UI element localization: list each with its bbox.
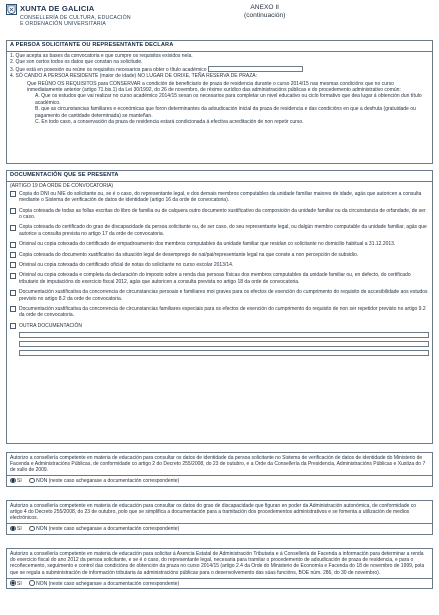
doc-checkbox-6[interactable]: [10, 262, 16, 268]
authorization-text: Autorizo a consellería competente en materia de educación para consultar os datos de identidade da persoa solicitante no Sistema de verificación de datos de identidade do Ministerio de Facenda e Administracións Públicas, de conformidade co artigo 2 do Decreto 255/2008, do 23 de outubro, e a Orde da Consellería da Presidencia, Administracións Públicas e Xustiza do 7 de xullo de 2009.: [7, 453, 432, 476]
doc-item-label: Copia cotexada do certificado do grao de discapacidade da persoa solicitante ou, de ser caso, do seu representante legal, ou dalgún membro computable da unidade familiar, agás que autorice a consulta prevista no artigo 17 da orde de convocatoria.: [19, 224, 427, 237]
other-documentation-input-3[interactable]: [19, 350, 429, 356]
authorization-yes-radio[interactable]: [10, 580, 16, 586]
doc-item-label: Documentación xustificativa da concorrencia de circunstancias familiares especiais para os efectos de exención do cumprimento do requisito de non ser repetidor previsto no artigo 9.2 da orde de convocatoria.: [19, 306, 426, 319]
authorization-options: [7, 524, 432, 534]
doc-checkbox-1[interactable]: [10, 191, 16, 197]
doc-item-label: Copia do DNI ou NIE do solicitante ou, se é o caso, do representante legal, e dos demais membros computables da unidade familiar maiores de idade, agás que autoricen a consulta mediante o Sistema de verificación de datos de identidade (artigo 16 da orde de convocatoria).: [19, 190, 422, 204]
authorization-options: [7, 579, 432, 589]
doc-checkbox-7[interactable]: [10, 273, 16, 279]
authorization-yes-label: SI: [16, 526, 22, 533]
authorization-no-radio[interactable]: [29, 526, 35, 532]
authorization-yes-label: SI: [16, 580, 22, 587]
page-header: [6, 4, 433, 34]
documentation-subtitle: (ARTIGO 19 DA ORDE DE CONVOCATORIA): [10, 183, 114, 190]
xunta-logo-icon: [6, 4, 17, 15]
doc-checkbox-5[interactable]: [10, 252, 16, 258]
doc-item: [7, 306, 432, 319]
doc-item: [7, 208, 432, 221]
doc-checkbox-8[interactable]: [10, 290, 16, 296]
authorization-yes-radio[interactable]: [10, 478, 16, 484]
brand-name: XUNTA DE GALICIA: [20, 4, 95, 13]
declaration-item-3: 3. Que está en posesión ou reúne os requisitos necesarios para obter o título académico: [10, 66, 429, 73]
doc-checkbox-2[interactable]: [10, 208, 16, 214]
authorization-no-radio[interactable]: [29, 580, 35, 586]
doc-item: [7, 241, 432, 247]
authorization-identity: [6, 452, 433, 487]
declaration-intro-paragraph: Que REÚNO OS REQUISITOS para CONSERVAR a condición de beneficiario de praza de residencia durante o curso 2014/15 nas mesmas condicións que no curso inmediatamente anterior (artigo 71.bis.1) da Lei 30/1992, do 26 de novembro, de réxime xurídico das administracións públicas e do procedemento administrativo común:: [27, 80, 401, 93]
doc-item: [7, 224, 432, 237]
academic-title-input[interactable]: [208, 66, 303, 72]
doc-item-label: Orixinal ou copia cotexada do certificado de empadroamento dos membros computables da unidade familiar que residan co solicitante no domicilio habitual a 31.12.2013.: [19, 241, 396, 248]
doc-checkbox-9[interactable]: [10, 306, 16, 312]
doc-item-label: Copia cotexada de todas as follas escritas do libro de familia ou de calquera outro documento xustificativo da composición da unidade familiar ou da circunstancia de orfandade, de ser o caso.: [19, 207, 426, 221]
annex-title: ANEXO II (continuación): [244, 4, 286, 20]
declaration-item-2: 2. Que son certos todos os datos que constan na solicitude.: [10, 59, 143, 66]
doc-item: [7, 323, 432, 329]
declaration-point-c: C. En todo caso, a conservación da praza de residencia estará condicionada á efectiva acreditación de non repetir curso.: [35, 118, 304, 125]
doc-item-label: Orixinal ou copia cotexada e completa da declaración do imposto sobre a renda das persoas físicas dos membros computables da unidade familiar ou, en defecto, do certificado tributario de imputacións do exercicio fiscal 2012, agás que autoricen a consulta prevista no artigo 18 da orde de convocatoria.: [19, 272, 411, 285]
declaration-title: A PERSOA SOLICITANTE OU REPRESENTANTE DECLARA: [7, 41, 432, 52]
other-documentation-input-2[interactable]: [19, 341, 429, 347]
declaration-section: [6, 40, 433, 164]
declaration-point-a: A. Que os estudos que vai realizar no curso académico 2014/15 sexan os necesarios para completar un nivel educativo ou ciclo formativo que dea lugar á obtención dun título académico.: [35, 93, 422, 106]
doc-checkbox-4[interactable]: [10, 242, 16, 248]
authorization-text: Autorizo a consellería competente en materia de educación para solicitar á Axencia Estatal de Administración Tributaria e á Consellería de Facenda a información para determinar a renda do exercicio fiscal do ano 2012 da persoa solicitante, e se é o caso, do representante legal, necesaria para tramitar o procedemento de adxudicación de praza de residencia, e para o recoñecemento, seguimento e control das condicións de obtención da praza no curso 2014/15 (artigo 2.4 da Orde do Ministerio de Economía e Facenda do 18 de novembro de 1999, pola que se regula a subministración de información tributaria ás administracións públicas para o desenvolvemento das súas funcións, BOE núm. 286, do 30 de novembro).: [7, 549, 432, 579]
authorization-no-radio[interactable]: [29, 478, 35, 484]
authorization-disability: [6, 500, 433, 535]
doc-item-label: Copia cotexada do documento xustificativo da situación legal de desemprego de nai/pai/representante legal na que conste a non percepción de subsidio.: [19, 251, 359, 258]
documentation-title: DOCUMENTACIÓN QUE SE PRESENTA: [7, 171, 432, 182]
authorization-yes-label: SI: [16, 478, 22, 485]
authorization-no-label: NON (neste caso achegarase a documentación correspondente): [36, 580, 180, 587]
authorization-no-label: NON (neste caso achegarase a documentación correspondente): [36, 478, 180, 485]
department-name: CONSELLERÍA DE CULTURA, EDUCACIÓN E ORDENACIÓN UNIVERSITARIA: [20, 15, 131, 28]
doc-checkbox-10[interactable]: [10, 323, 16, 329]
authorization-tax: [6, 548, 433, 589]
authorization-yes-radio[interactable]: [10, 526, 16, 532]
doc-item-label: Documentación xustificativa da concorrencia de circunstancias persoais e familiares moi graves para os efectos de exención do cumprimento do requisito de accesibilidade aos estudos previsto no artigo 8.2 da orde de convocatoria.: [19, 289, 428, 302]
doc-checkbox-3[interactable]: [10, 225, 16, 231]
doc-item-label: OUTRA DOCUMENTACIÓN: [19, 322, 82, 329]
doc-item: [7, 272, 432, 285]
authorization-text: Autorizo a consellería competente en materia de educación para consultar os datos do grao de discapacidade que figuran en poder da Administración autonómica, de conformidade co artigo 4 do Decreto 255/2008, do 23 de outubro, polo que se simplifica a documentación para a tramitación dos procedementos administrativos e se fomenta a utilización de medios electrónicos.: [7, 501, 432, 524]
doc-item-label: Orixinal ou copia cotexada do certificado oficial de notas do solicitante no curso escolar 2013/14.: [19, 262, 234, 269]
declaration-point-b: B. que as circunstancias familiares e económicas que foron determinantes da adxudicación inicial da praza de residencia e das condicións en que a desfruta (gratuidade ou pagamento de cantidade determinada) se manteñan.: [35, 106, 416, 119]
doc-item: [7, 289, 432, 302]
other-documentation-input-1[interactable]: [19, 332, 429, 338]
doc-item: [7, 191, 432, 204]
documentation-section: [6, 170, 433, 444]
doc-item: [7, 262, 432, 268]
doc-item: [7, 252, 432, 258]
authorization-options: [7, 476, 432, 486]
authorization-no-label: NON (neste caso achegarase a documentación correspondente): [36, 526, 180, 533]
declaration-item-1: 1. Que acepta as bases da convocatoria e que cumpre os requisitos exixidos nela.: [10, 53, 193, 60]
declaration-item-4: 4. SÓ CANDO A PERSOA RESIDENTE (maior de idade) NO LUGAR DE ORIXE, TEÑA RESERVA DE PRAZA:: [10, 73, 258, 80]
